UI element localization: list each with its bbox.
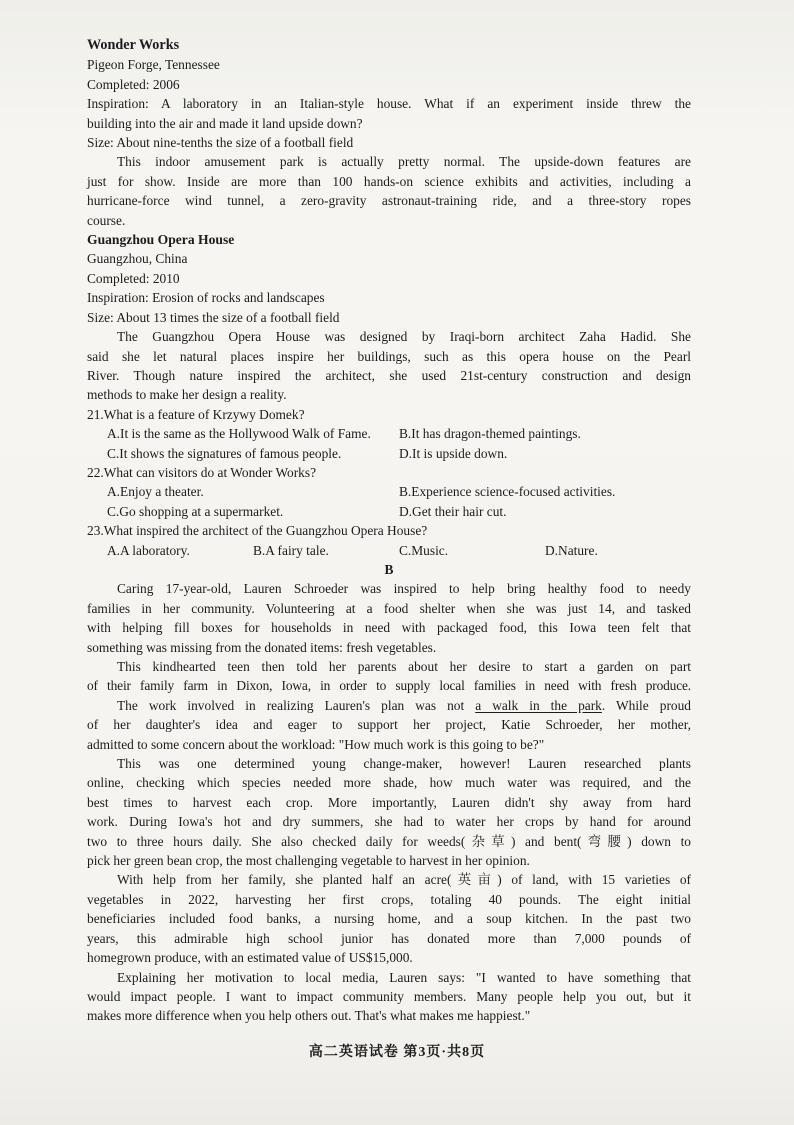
passage-b-line: beneficiaries included food banks, a nursing home, and a soup kitchen. In the past two	[87, 911, 691, 927]
passage-b-line: years, this admirable high school junior has donated more than 7,000 pounds of	[87, 930, 691, 946]
question-23-option-d: D.Nature.	[545, 542, 598, 558]
wonder-works-inspiration: Inspiration: A laboratory in an Italian-style house. What if an experiment inside threw the	[87, 96, 691, 112]
question-22-option-a: A.Enjoy a theater.	[107, 484, 204, 500]
guangzhou-opera-inspiration: Inspiration: Erosion of rocks and landscapes	[87, 290, 325, 306]
question-21-options-row	[87, 444, 691, 463]
passage-b-line: two to three hours daily. She also checked daily for weeds(杂草) and bent(弯腰) down to	[87, 833, 691, 849]
passage-b-line: of her daughter's idea and eager to support her project, Katie Schroeder, her mother,	[87, 717, 691, 733]
question-22-options-row	[87, 482, 691, 501]
passage-b-line: Explaining her motivation to local media, Lauren says: "I wanted to have something that	[117, 969, 691, 985]
passage-b-line: something was missing from the donated items: fresh vegetables.	[87, 639, 437, 655]
question-22-option-c: C.Go shopping at a supermarket.	[107, 503, 284, 519]
question-22-options-row	[87, 502, 691, 521]
page-footer: 高二英语试卷 第3页·共8页	[308, 1045, 486, 1060]
passage-b-line	[87, 696, 691, 715]
guangzhou-opera-title: Guangzhou Opera House	[87, 232, 235, 248]
question-23-options-row	[87, 541, 691, 560]
question-21-option-c: C.It shows the signatures of famous people.	[107, 445, 342, 461]
guangzhou-opera-desc-line: The Guangzhou Opera House was designed by Iraqi-born architect Zaha Hadid. She	[117, 329, 691, 345]
passage-b-line: with helping fill boxes for households in need with packaged food, this Iowa teen felt that	[87, 620, 691, 636]
wonder-works-desc-line: hurricane-force wind tunnel, a zero-gravity astronaut-training ride, and a three-story ropes	[87, 193, 691, 209]
passage-b-text: . While proud	[601, 697, 691, 713]
guangzhou-opera-desc-line: River. Though nature inspired the architect, she used 21st-century construction and design	[87, 367, 691, 383]
passage-b-line: Caring 17-year-old, Lauren Schroeder was inspired to help bring healthy food to needy	[117, 581, 691, 597]
section-b-heading: B	[384, 561, 394, 577]
reading-column	[87, 36, 691, 1026]
passage-b-line: With help from her family, she planted half an acre(英亩) of land, with 15 varieties of	[117, 872, 691, 888]
guangzhou-opera-completed: Completed: 2010	[87, 270, 180, 286]
guangzhou-opera-location: Guangzhou, China	[87, 251, 188, 267]
passage-b-line: This kindhearted teen then told her parents about her desire to start a garden on part	[117, 659, 691, 674]
question-23-option-a: A.A laboratory.	[107, 542, 190, 558]
guangzhou-opera-desc-line: said she let natural places inspire her buildings, such as this opera house on the Pearl	[87, 348, 691, 364]
question-22-stem: 22.What can visitors do at Wonder Works?	[87, 464, 317, 480]
question-23-option-b: B.A fairy tale.	[253, 542, 329, 558]
passage-b-line: homegrown produce, with an estimated value of US$15,000.	[87, 950, 413, 966]
guangzhou-opera-size: Size: About 13 times the size of a football field	[87, 309, 340, 325]
passage-b-text: The work involved in realizing Lauren's plan was not	[117, 697, 476, 713]
wonder-works-size: Size: About nine-tenths the size of a football field	[87, 135, 354, 151]
passage-b-line: pick her green bean crop, the most challenging vegetable to harvest in her opinion.	[87, 853, 530, 869]
question-21-stem: 21.What is a feature of Krzywy Domek?	[87, 406, 305, 422]
wonder-works-desc-line: just for show. Inside are more than 100 hands-on science exhibits and activities, including a	[87, 173, 691, 189]
question-21-option-a: A.It is the same as the Hollywood Walk of Fame.	[107, 426, 371, 442]
passage-b-line: work. During Iowa's hot and dry summers, she had to water her crops by hand for around	[87, 814, 691, 830]
passage-b-line: This was one determined young change-maker, however! Lauren researched plants	[117, 756, 691, 772]
passage-b-line: admitted to some concern about the workload: "How much work is this going to be?"	[87, 736, 545, 752]
passage-b-line: vegetables in 2022, harvesting her first crops, totaling 40 pounds. The eight initial	[87, 891, 691, 907]
passage-b-line: families in her community. Volunteering at a food shelter when she was just 14, and tasked	[87, 600, 691, 616]
passage-b-line: best times to harvest each crop. More importantly, Lauren didn't shy away from hard	[87, 794, 691, 810]
question-21-option-d: D.It is upside down.	[399, 445, 508, 461]
wonder-works-inspiration-cont: building into the air and made it land upside down?	[87, 115, 363, 131]
question-22-option-b: B.Experience science-focused activities.	[399, 484, 616, 500]
question-21-options-row	[87, 424, 691, 443]
wonder-works-desc-line: This indoor amusement park is actually pretty normal. The upside-down features are	[117, 154, 691, 170]
question-23-stem: 23.What inspired the architect of the Guangzhou Opera House?	[87, 523, 428, 539]
wonder-works-desc-line: course.	[87, 212, 126, 228]
passage-b-line: of their family farm in Dixon, Iowa, in order to supply local families in need with fresh produce.	[87, 678, 691, 694]
passage-b-line: would impact people. I want to impact community members. Many people help you out, but it	[87, 988, 691, 1004]
wonder-works-title: Wonder Works	[87, 37, 180, 53]
passage-b-line: online, checking which species needed more shade, how much water was required, and the	[87, 775, 691, 791]
question-23-option-c: C.Music.	[399, 542, 449, 558]
underlined-phrase: a walk in the park	[475, 697, 602, 713]
guangzhou-opera-desc-line: methods to make her design a reality.	[87, 387, 287, 403]
question-21-option-b: B.It has dragon-themed paintings.	[399, 426, 581, 442]
question-22-option-d: D.Get their hair cut.	[399, 503, 507, 519]
wonder-works-location: Pigeon Forge, Tennessee	[87, 57, 220, 73]
wonder-works-completed: Completed: 2006	[87, 76, 180, 92]
passage-b-line: makes more difference when you help others out. That's what makes me happiest."	[87, 1008, 531, 1024]
